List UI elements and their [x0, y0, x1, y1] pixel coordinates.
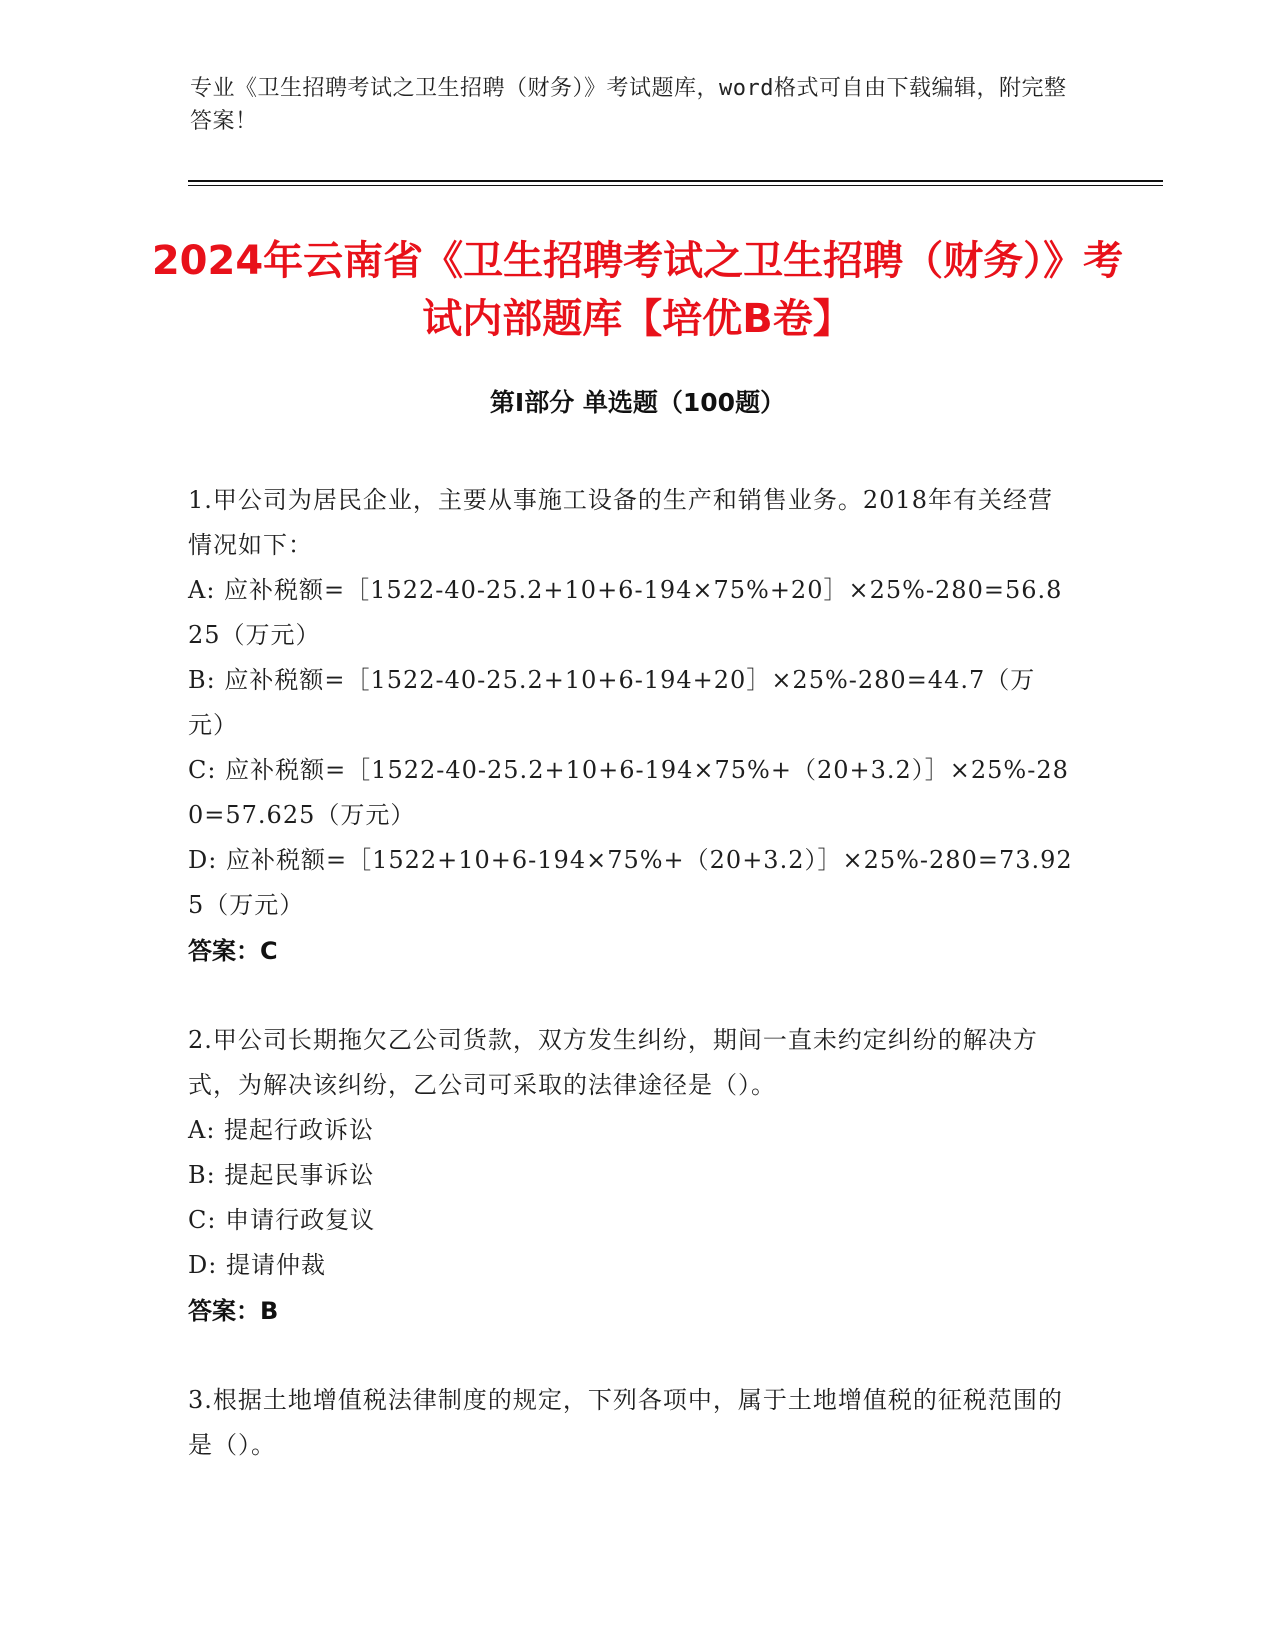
document-title: 2024年云南省《卫生招聘考试之卫生招聘（财务）》考试内部题库【培优B卷】 [151, 238, 1124, 342]
question-list [188, 478, 1073, 1512]
header-divider-thin [188, 185, 1163, 186]
header-divider-thick [188, 180, 1163, 182]
option-b: B: 应补税额=［1522-40-25.2+10+6-194+20］×25%-280=44.7（万元） [188, 666, 1036, 739]
option-d: D: 应补税额=［1522+10+6-194×75%+（20+3.2）］×25%-280=73.925（万元） [188, 846, 1073, 919]
header-note: 专业《卫生招聘考试之卫生招聘（财务）》考试题库，word格式可自由下载编辑，附完整答案！ [190, 76, 1067, 134]
section-title: 第I部分 单选题（100题） [489, 388, 786, 417]
question-answer: 答案：B [188, 1297, 279, 1325]
question-1 [188, 478, 1073, 974]
option-c: C: 申请行政复议 [188, 1206, 376, 1234]
option-a: A: 应补税额=［1522-40-25.2+10+6-194×75%+20］×25%-280=56.825（万元） [188, 576, 1063, 649]
question-stem: 3.根据土地增值税法律制度的规定，下列各项中，属于土地增值税的征税范围的是（）。 [188, 1386, 1063, 1459]
question-stem: 1.甲公司为居民企业，主要从事施工设备的生产和销售业务。2018年有关经营情况如下： [188, 486, 1053, 559]
question-answer: 答案：C [188, 937, 278, 965]
option-d: D: 提请仲裁 [188, 1251, 326, 1279]
question-2 [188, 1018, 1073, 1334]
question-3 [188, 1378, 1073, 1468]
question-stem: 2.甲公司长期拖欠乙公司货款，双方发生纠纷，期间一直未约定纠纷的解决方式，为解决该纠纷，乙公司可采取的法律途径是（）。 [188, 1026, 1038, 1099]
option-c: C: 应补税额=［1522-40-25.2+10+6-194×75%+（20+3.2）］×25%-280=57.625（万元） [188, 756, 1069, 829]
option-b: B: 提起民事诉讼 [188, 1161, 375, 1189]
option-a: A: 提起行政诉讼 [188, 1116, 375, 1144]
